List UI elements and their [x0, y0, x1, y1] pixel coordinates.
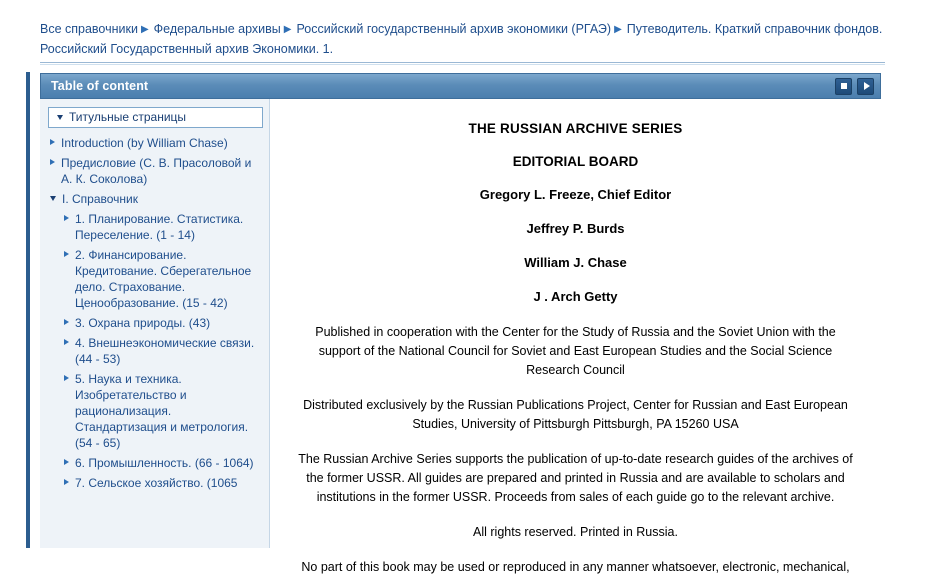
- page-title: Table of content: [51, 79, 149, 93]
- toc-item-section-2[interactable]: [48, 245, 263, 313]
- chevron-down-icon: [50, 196, 56, 201]
- toc-header-bar: [40, 73, 881, 99]
- editorial-board-member: Gregory L. Freeze, Chief Editor: [479, 187, 672, 202]
- breadcrumb-divider-shadow: [40, 64, 885, 65]
- breadcrumb: [40, 20, 885, 59]
- toc-item-section-3[interactable]: [48, 313, 263, 333]
- document-viewer[interactable]: [270, 99, 881, 574]
- toc-item-section-1[interactable]: [48, 209, 263, 245]
- chevron-right-icon: [64, 251, 69, 257]
- document-paragraph: No part of this book may be used or reproduced in any manner whatsoever, electronic, mechanical,: [301, 560, 850, 574]
- breadcrumb-item-1[interactable]: Федеральные архивы: [153, 22, 281, 36]
- toc-item-section-5[interactable]: [48, 369, 263, 453]
- editorial-board-member: J . Arch Getty: [533, 289, 618, 304]
- toc-item-section-6[interactable]: [48, 453, 263, 473]
- chevron-right-icon: [64, 215, 69, 221]
- document-paragraph: The Russian Archive Series supports the publication of up-to-date research guides of the archives of the former USSR. All guides are prepared and printed in Russia and are available to scholars and institutions in the former USSR. Proceeds from sales of each guide go to the relevant archive.: [298, 452, 853, 504]
- chevron-right-icon: [64, 459, 69, 465]
- stop-button[interactable]: [835, 78, 852, 95]
- toc-sidebar[interactable]: [40, 99, 270, 548]
- left-accent-bar: [26, 72, 30, 548]
- document-subtitle: EDITORIAL BOARD: [512, 154, 639, 169]
- toc-item-label: 7. Сельское хозяйство. (1065: [75, 476, 238, 490]
- document-title: THE RUSSIAN ARCHIVE SERIES: [468, 121, 683, 136]
- chevron-right-icon: [64, 339, 69, 345]
- toc-item-section-7[interactable]: [48, 473, 263, 493]
- chevron-right-icon: ▶: [140, 24, 149, 35]
- toc-item-label: 6. Промышленность. (66 - 1064): [75, 456, 254, 470]
- chevron-right-icon: [64, 375, 69, 381]
- document-paragraph: Published in cooperation with the Center for the Study of Russia and the Soviet Union with the support of the National Council for Soviet and East European Studies and the Social Science Research Council: [315, 325, 836, 377]
- play-button[interactable]: [857, 78, 874, 95]
- toc-item-label: 2. Финансирование. Кредитование. Сберегательное дело. Страхование. Ценообразование. (15 - 42): [75, 248, 252, 310]
- content-area: [40, 99, 881, 574]
- toc-item-label: 1. Планирование. Статистика. Переселение. (1 - 14): [75, 212, 244, 242]
- toc-item-label: 3. Охрана природы. (43): [75, 316, 211, 330]
- document-paragraph: All rights reserved. Printed in Russia.: [473, 525, 678, 539]
- toc-item-label: 4. Внешнеэкономические связи. (44 - 53): [75, 336, 255, 366]
- chevron-right-icon: [64, 479, 69, 485]
- chevron-down-icon: [57, 115, 63, 120]
- toc-item-label: I. Справочник: [62, 192, 138, 206]
- chevron-right-icon: ▶: [614, 24, 622, 35]
- breadcrumb-item-3[interactable]: Путеводитель. Краткий справочник фондов. Российский Государственный архив Экономики. 1.: [40, 22, 883, 56]
- breadcrumb-item-0[interactable]: Все справочники: [40, 22, 138, 36]
- chevron-right-icon: [50, 159, 55, 165]
- play-icon: [864, 82, 870, 90]
- toc-selected-item[interactable]: [48, 107, 263, 128]
- toc-item-spravochnik[interactable]: [48, 189, 263, 209]
- toc-selected-label: Титульные страницы: [69, 110, 187, 124]
- toc-item-label: Предисловие (С. В. Прасоловой и А. К. Соколова): [61, 156, 252, 186]
- toc-item-label: Introduction (by William Chase): [61, 136, 228, 150]
- chevron-right-icon: [50, 139, 55, 145]
- document-paragraph: Distributed exclusively by the Russian Publications Project, Center for Russian and East European Studies, University of Pittsburgh Pittsburgh, PA 15260 USA: [303, 398, 848, 431]
- breadcrumb-item-2[interactable]: Российский государственный архив экономики (РГАЭ): [296, 22, 612, 36]
- breadcrumb-divider: [40, 62, 885, 63]
- chevron-right-icon: [64, 319, 69, 325]
- toc-item-introduction[interactable]: [48, 133, 263, 153]
- chevron-right-icon: ▶: [283, 24, 292, 35]
- editorial-board-member: Jeffrey P. Burds: [526, 221, 625, 236]
- toc-item-label: 5. Наука и техника. Изобретательство и рационализация. Стандартизация и метрология. (54 - 65): [75, 372, 249, 450]
- toc-item-preface[interactable]: [48, 153, 263, 189]
- stop-icon: [841, 83, 847, 89]
- editorial-board-member: William J. Chase: [524, 255, 627, 270]
- toc-item-section-4[interactable]: [48, 333, 263, 369]
